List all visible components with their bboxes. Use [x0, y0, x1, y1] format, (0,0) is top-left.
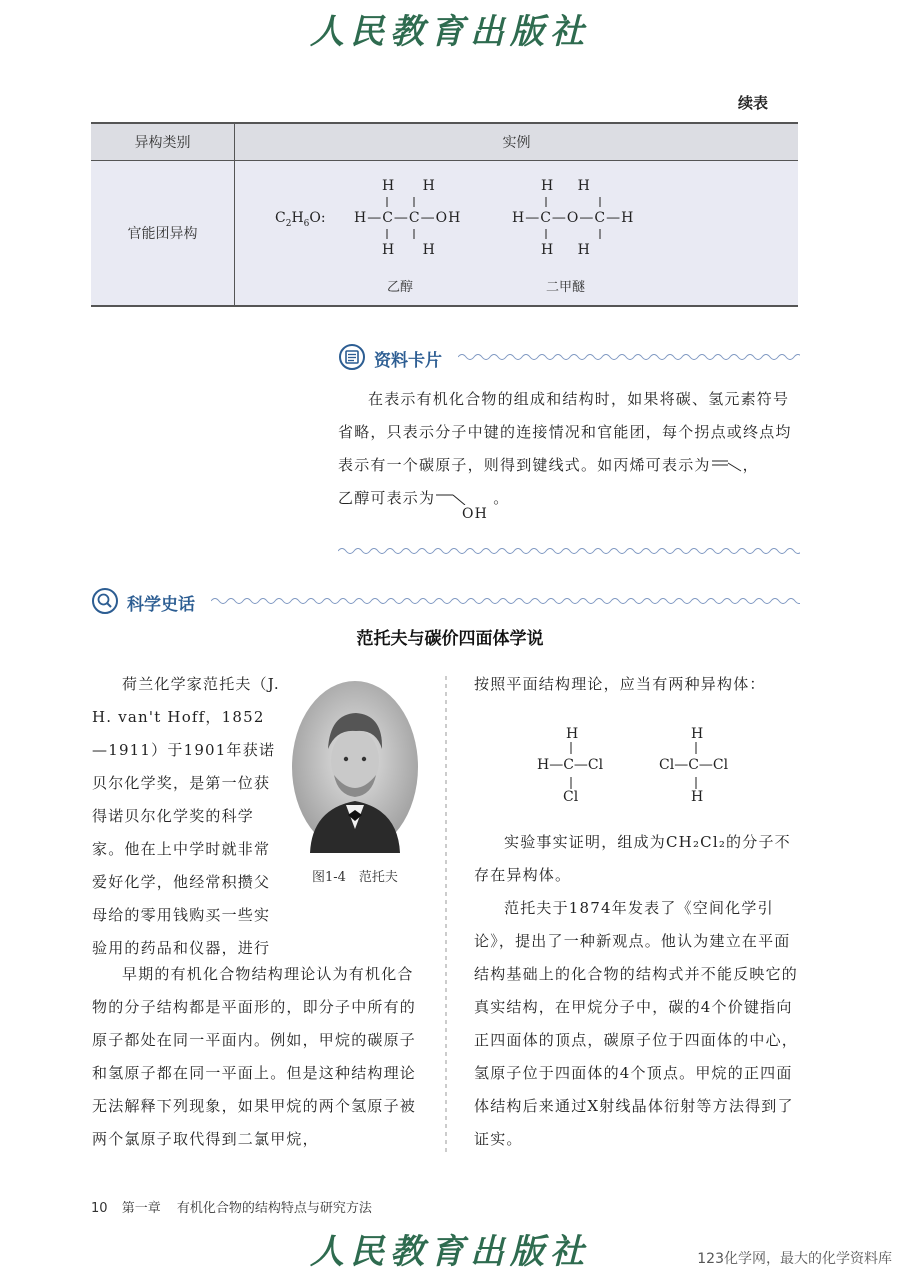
- page-number: 10: [91, 1201, 108, 1216]
- right-text-1: 按照平面结构理论，应当有两种异构体：: [474, 675, 766, 693]
- isomer-b-top: H: [691, 726, 704, 742]
- intro-paragraph: 荷兰化学家范托夫（J. H. van't Hoff，1852—1911）于1901年获诺贝尔化学奖，是第一位获得诺贝尔化学奖的科学家。他在上中学时就非常爱好化学，他经常积攒父母给的零用钱购买一些实: [92, 675, 280, 924]
- ether-main-chain: H—C—O—C—H: [512, 210, 635, 226]
- propene-skeletal-formula: [711, 456, 743, 472]
- table-header-row: [91, 123, 798, 161]
- isomer-b-bonds: [695, 742, 699, 792]
- portrait-caption: 图1-4 范托夫: [312, 870, 398, 885]
- isomer-a-bonds: [570, 742, 574, 792]
- para-2-wrap: [92, 958, 421, 1156]
- ethanol-caption: 乙醇: [387, 280, 414, 295]
- isomer-table: [91, 122, 798, 307]
- info-card-text-2-end: 。: [493, 489, 510, 507]
- column-divider: [445, 676, 447, 1156]
- isomer-b-bot: H: [691, 789, 704, 805]
- isomer-a-top: H: [566, 726, 579, 742]
- isomer-a-mid: H—C—Cl: [537, 757, 604, 773]
- ethanol-main-chain: H—C—C—OH: [354, 210, 462, 226]
- continued-label: 续表: [737, 94, 768, 112]
- row-example: [235, 161, 799, 307]
- info-card-text-1: 在表示有机化合物的组成和结构时，如果将碳、氢元素符号省略，只表示分子中键的连接情况和官能团，每个拐点或终点均表示有一个碳原子，则得到键线式。如丙烯可表示为: [338, 390, 792, 474]
- info-card-title: 资料卡片: [374, 351, 442, 371]
- publisher-logo-bottom: 人民教育出版社: [310, 1232, 590, 1272]
- ether-vertical-bonds: [542, 195, 612, 245]
- isomer-a-bot: Cl: [563, 789, 579, 805]
- ethanol-skeletal-formula: [435, 487, 475, 505]
- history-section-title: 科学史话: [127, 595, 195, 615]
- ether-caption: 二甲醚: [546, 280, 586, 295]
- intro-paragraph-wrap: [92, 668, 280, 932]
- history-section-wave: [211, 595, 800, 607]
- formula-c2h6o: $C_2H_6O$:: [275, 210, 326, 229]
- ether-top-h: H H: [541, 178, 600, 194]
- magnifier-icon: [91, 587, 119, 615]
- ethanol-vertical-bonds: [383, 195, 423, 245]
- ether-bottom-h: H H: [541, 242, 600, 258]
- page-footer: [91, 1197, 372, 1216]
- publisher-logo: 人民教育出版社: [310, 12, 590, 52]
- info-card-body: [338, 383, 800, 522]
- oh-label: OH: [462, 506, 489, 522]
- chapter-label: 第一章: [121, 1201, 161, 1216]
- info-card-paragraph: [338, 383, 800, 482]
- ethanol-bottom-h: H H: [382, 242, 447, 258]
- document-icon: [338, 343, 366, 371]
- intro-paragraph-hidden: 验用的药品和仪器，进行: [92, 939, 271, 957]
- para-2: 早期的有机化合物结构理论认为有机化合物的分子结构都是平面形的，即分子中所有的原子都处在同一平面内。例如，甲烷的碳原子和氢原子都在同一平面上。但是这种结构理论无法解释下列现象，如果甲烷的两个氢原子被两个氯原子取代得到二氯甲烷，: [92, 965, 417, 1148]
- right-para-3-wrap: [474, 892, 800, 1156]
- info-card-text-1-end: ，: [742, 456, 759, 474]
- info-card-text-2: 乙醇可表示为: [338, 489, 436, 507]
- isomer-b-mid: Cl—C—Cl: [659, 757, 729, 773]
- row-category: 官能团异构: [91, 161, 235, 307]
- right-para-3: 范托夫于1874年发表了《空间化学引论》，提出了一种新观点。他认为建立在平面结构基础上的化合物的结构式并不能反映它的真实结构，在甲烷分子中，碳的4个价键指向正四面体的顶点，碳原子位于四面体的中心，氢原子位于四面体的4个顶点。甲烷的正四面体结构后来通过X射线晶体衍射等方法得到了证实。: [474, 899, 799, 1148]
- chapter-title: 有机化合物的结构特点与研究方法: [176, 1201, 372, 1216]
- site-watermark: 123化学网，最大的化学资料库: [697, 1251, 892, 1267]
- ethanol-top-h: H H: [382, 178, 447, 194]
- col-header-category: 异构类别: [91, 123, 235, 161]
- info-card-top-wave: [458, 351, 800, 363]
- info-card-line-2: [338, 482, 800, 522]
- vant-hoff-portrait: [290, 679, 420, 855]
- col-header-example: 实例: [235, 123, 799, 161]
- article-title: 范托夫与碳价四面体学说: [356, 629, 544, 649]
- right-para-2-wrap: [474, 826, 800, 892]
- table-row: [91, 161, 798, 307]
- info-card-bottom-wave: [338, 545, 800, 557]
- right-para-1: [474, 668, 800, 701]
- right-para-2: 实验事实证明，组成为CH₂Cl₂的分子不存在异构体。: [474, 833, 791, 884]
